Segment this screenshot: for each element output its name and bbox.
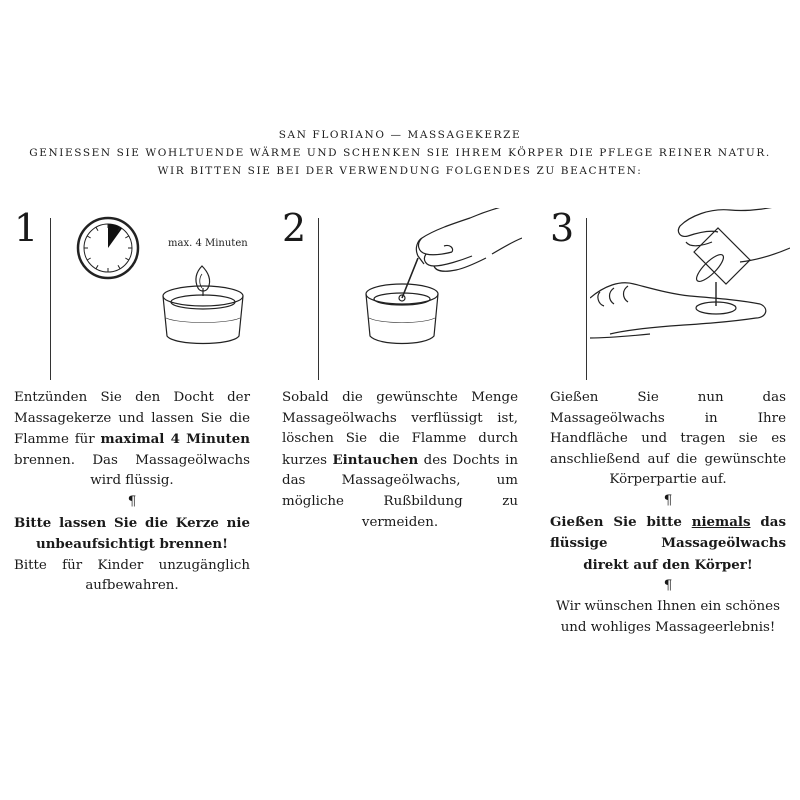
hand-icon bbox=[416, 208, 522, 271]
pilcrow: ¶ bbox=[663, 492, 673, 508]
header-instruction: WIR BITTEN SIE BEI DER VERWENDUNG FOLGENDES ZU BEACHTEN: bbox=[157, 165, 643, 177]
emphasis-duration: maximal 4 Minuten bbox=[100, 431, 250, 448]
step-number: 1 bbox=[14, 206, 39, 250]
step-number: 3 bbox=[550, 206, 575, 250]
jar-tilted-icon bbox=[693, 228, 750, 306]
step-divider bbox=[318, 218, 319, 380]
header-subtitle: GENIESSEN SIE WOHLTUENDE WÄRME UND SCHENKEN SIE IHREM KÖRPER DIE PFLEGE REINER NATUR. bbox=[29, 147, 771, 159]
open-hand-icon bbox=[590, 283, 766, 338]
step-text: brennen. Das Massageölwachs wird flüssig. bbox=[14, 452, 250, 489]
candle-icon bbox=[163, 266, 243, 344]
emphasis-never: niemals bbox=[691, 513, 751, 530]
step-text: Entzünden Sie den Docht der Massagekerze und lassen Sie die Flamme für bbox=[14, 390, 250, 448]
instructions-header bbox=[0, 126, 800, 180]
warning-text: das flüssige Massageölwachs direkt auf den Körper! bbox=[550, 513, 786, 573]
timer-label: max. 4 Minuten bbox=[168, 238, 248, 249]
warning-text: Gießen Sie bitte bbox=[550, 513, 692, 530]
step-text: des Dochts in das Massageölwachs, um mögliche Rußbildung zu vermeiden. bbox=[282, 452, 518, 530]
closing-wish: Wir wünschen Ihnen ein schönes und wohliges Massageerlebnis! bbox=[556, 598, 780, 635]
pouring-illustration bbox=[590, 208, 790, 378]
warning-text: Bitte lassen Sie die Kerze nie unbeaufsichtigt brennen! bbox=[14, 514, 250, 553]
pilcrow: ¶ bbox=[663, 578, 673, 594]
header-title: SAN FLORIANO — MASSAGEKERZE bbox=[278, 129, 522, 141]
pilcrow: ¶ bbox=[127, 493, 137, 509]
step-divider bbox=[586, 218, 587, 380]
step-text: Gießen Sie nun das Massageölwachs in Ihre Handfläche und tragen sie es anschließend auf die gewünschte Körperpartie auf. bbox=[550, 390, 786, 488]
step-divider bbox=[50, 218, 51, 380]
timer-candle-illustration bbox=[54, 208, 254, 378]
step-2-text bbox=[282, 388, 518, 533]
step-text: Sobald die gewünschte Menge Massageölwachs verflüssigt ist, löschen Sie die Flamme durch kurzes bbox=[282, 390, 518, 468]
emphasis-dipping: Eintauchen bbox=[332, 451, 419, 468]
clock-icon bbox=[78, 218, 138, 278]
extinguish-illustration bbox=[322, 208, 522, 378]
candle-jar-icon bbox=[366, 284, 438, 344]
step-number: 2 bbox=[282, 206, 307, 250]
step-3-text bbox=[550, 388, 786, 638]
storage-note: Bitte für Kinder unzugänglich aufbewahren. bbox=[14, 557, 250, 594]
step-1-text bbox=[14, 388, 250, 597]
